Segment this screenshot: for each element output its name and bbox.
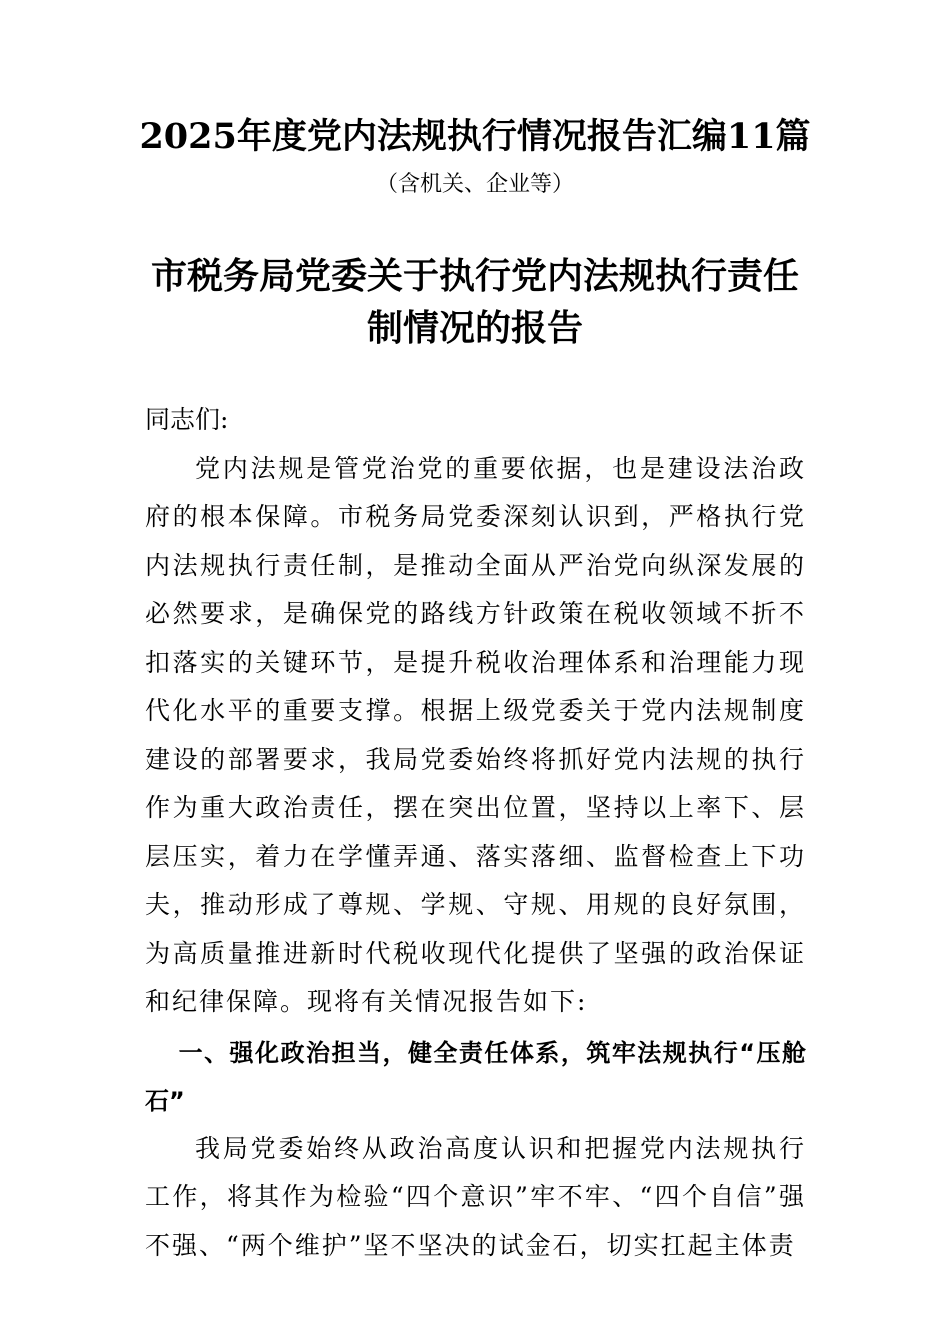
report-title: 市税务局党委关于执行党内法规执行责任制情况的报告 [150,255,799,349]
section-heading-1: 一、强化政治担当，健全责任体系，筑牢法规执行“压舱石” [145,1038,806,1115]
report-body [145,396,806,1270]
paragraph-section-1: 我局党委始终从政治高度认识和把握党内法规执行工作，将其作为检验“四个意识”牢不牢、“四个自信”强不强、“两个维护”坚不坚决的试金石，切实扛起主体责 [145,1133,806,1260]
salutation: 同志们: [145,405,229,434]
document-main-title: 2025年度党内法规执行情况报告汇编11篇 [139,116,811,157]
paragraph-intro: 党内法规是管党治党的重要依据，也是建设法治政府的根本保障。市税务局党委深刻认识到，严格执行党内法规执行责任制，是推动全面从严治党向纵深发展的必然要求，是确保党的路线方针政策在税收领域不折不扣落实的关键环节，是提升税收治理体系和治理能力现代化水平的重要支撑。根据上级党委关于党内法规制度建设的部署要求，我局党委始终将抓好党内法规的执行作为重大政治责任，摆在突出位置，坚持以上率下、层层压实，着力在学懂弄通、落实落细、监督检查上下功夫，推动形成了尊规、学规、守规、用规的良好氛围，为高质量推进新时代税收现代化提供了坚强的政治保证和纪律保障。现将有关情况报告如下: [145,453,806,1016]
document-subtitle: （含机关、企业等） [375,172,574,197]
